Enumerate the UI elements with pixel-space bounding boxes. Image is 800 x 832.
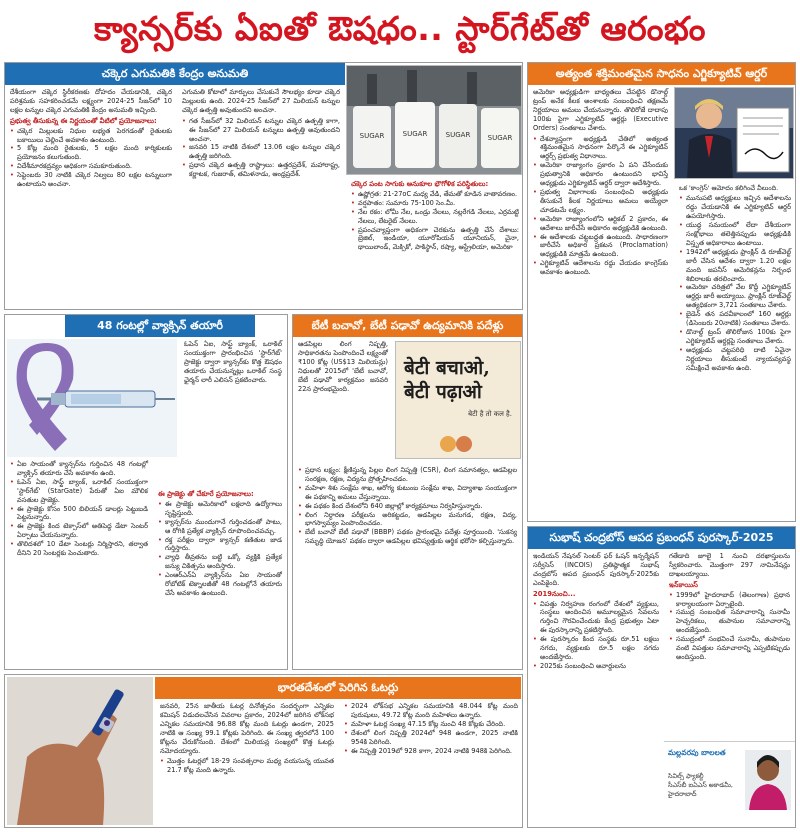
bullet-item: • ప్రధాన లక్ష్యం: క్షీణిస్తున్న పిల్లల లింగ నిష్పత్తి (CSR), లింగ సమానత్వం, ఆడపిల్లల సంరక్షణ, రక్షణ, విద్యను ప్రోత్సహించడం. [298,466,517,484]
bag-label: SUGAR [487,134,513,142]
sugar-col-3 [346,177,523,309]
bullet-item: • నేల రకం: లోమీ నేల, ఒండ్రు నేలలు, నల్లరేగడి నేలలు, ఎర్రమట్టి నేలలు, లేటరైట్ నేలలు. [351,208,519,226]
vaccine-section [4,314,288,670]
paragraph: జనవరి, 25న జాతీయ ఓటర్ల దినోత్సవం సందర్భంగా ఎన్నికల కమిషన్ విడుదలచేసిన వివరాల ప్రకారం, 2024లో జరిగిన లోక్‌సభ ఎన్నికల సమయానికి 96.88 కోట్ల మంది ఓటర్లు ఉండగా, 2025 నాటికి ఆ సంఖ్య 99.1 కోట్లకు పెరిగింది. ఈ సంఖ్య త్వరలోనే 100 కోట్లను చేరుకోనుంది. దేశంలో మిలియన్ల సంఖ్యలో కొత్త ఓటర్లు నమోదయ్యారు. [160,702,334,755]
executive-col-2 [674,181,796,521]
voting-finger-illustration [7,677,153,825]
syringe-ribbon-photo [7,339,177,457]
bullet-item: • 5 కోట్ల మంది రైతులకు, 5 లక్షల మంది కార్మికులకు ప్రయోజనం కలుగుతుంది. [10,144,172,162]
voters-col-2 [339,699,523,827]
voting-finger-photo [7,677,153,825]
bullet-item: • డొనాల్డ్ ట్రంప్ తొలిరోజున 100కు పైగా ఎగ్జిక్యూటివ్ ఆర్డర్లపై సంతకాలు చేశారు. [679,328,791,346]
bullet-item: • ఉష్ణోగ్రత: 21-27oC మధ్య వేడి, తేమతో కూడిన వాతావరణం. [351,190,519,199]
logo-line-2: बेटी पढ़ाओ [404,381,482,403]
paragraph: ఆడపిల్లల లింగ నిష్పత్తి, సాధికారతను పెంపొందించే లక్ష్యంతో ₹100 కోట్ల (US$13 మిలియన్లు) నిధులతో 2015లో 'బేటీ బచావో, బేటీ పఢావో' కార్యక్రమం జనవరి 22న ప్రారంభమైంది. [298,340,388,393]
sugar-export-section [4,62,523,310]
subheading: ఈ ప్రాజెక్టు తో చేకూరే ప్రయోజనాలు: [158,490,254,498]
bullet-item: • ఈ ప్రాజెక్టు కింద టెక్సాస్‌లో అతిపెద్ద డేటా సెంటర్ ఏర్పాటు చేయనున్నారు. [10,522,148,540]
bullet-item: • తొలిదశలో 10 డేటా సెంటర్లు నిర్మిస్తారని, తర్వాత దీనిని 20 సెంటర్లకు పెంచుతారు. [10,540,148,558]
section-title: సుభాష్ చంద్రబోస్ ఆపద ప్రబంధన్ పురస్కార్-2025 [528,527,795,549]
bullet-item: • సముద్ర సంబంధిత సమాచారాన్ని సునామీ హెచ్చరికలు, తుపానుల సమాచారాన్ని అందజేస్తుంది. [669,608,790,635]
bullet-item: • వ్యాధి తీవ్రతను బట్టి ఒక్కో వ్యక్తికి ప్రత్యేక జన్యు చికిత్సను అందిస్తారు. [158,553,282,571]
author-avatar [745,750,791,810]
bag-label: SUGAR [359,132,385,140]
bullet-item: • 2025కు సంబంధించి అవార్డులను [533,662,659,671]
bullet-item: • జనవరి 15 నాటికి దేశంలో 13.06 లక్షల టన్నుల చక్కెర ఉత్పత్తి జరిగింది. [182,143,340,161]
section-title: బేటీ బచావో, బేటీ పఢావో ఉద్యమానికి పదేళ్లు [293,315,522,337]
paragraph: ఓపెన్ ఏఐ, సాఫ్ట్ బ్యాంక్, ఒరాకిల్ సంయుక్తంగా ప్రారంభించిన 'స్టార్‌గేట్' ప్రాజెక్టు ద్వారా క్యాన్సర్‌కు కొత్త ఔషధం తయారు చేయనున్నట్లు ఒరాకిల్ సంస్థ ఛైర్మన్ లారీ ఎలిసన్ ప్రకటించారు. [184,340,282,384]
bullet-item: • దేశవ్యాప్తంగా అధ్యక్షుడి చేతిలో అత్యంత శక్తిమంతమైన సాధనంగా పేర్కొనే ఈ ఎగ్జిక్యూటివ్ ఆర్డర్స్ ప్రభుత్వ విధానాలు. [533,135,668,162]
bullet-item: • బేటీ బచావో బేటీ పఢావో (BBBP) పథకం ప్రారంభమై పదేళ్లు పూర్తయింది. 'సుకన్య సమృద్ధి యోజన' పథకం ద్వారా ఆడపిల్లల భవిష్యత్తుకు ఆర్థిక భరోసా కల్పిస్తున్నారు. [298,528,517,546]
vaccine-col-2 [153,487,287,669]
bullet-item: • సెప్టెంబరు 30 నాటికి చక్కెర నిల్వలు 80 లక్షల టన్నులుగా ఉంటాయని అంచనా. [10,171,172,189]
executive-order-section [527,62,796,522]
bullet-item: • ప్రపంచవ్యాప్తంగా అధికంగా చెరకును ఉత్పత్తి చేసే దేశాలు: బ్రెజిల్, ఇండియా, యూరోపియన్ యూనియన్, చైనా, థాయిలాండ్, మెక్సికో, పాకిస్థాన్, రష్యా, ఆస్ట్రేలియా, అమెరికా [351,226,519,253]
paragraph: దేశీయంగా చక్కెర స్థిరీకరణకు దోహదం చేయడానికి, చక్కెర పరిశ్రమకు సహకరించడమే లక్ష్యంగా 2024-25 సీజన్‌లో 10 లక్షల టన్నుల చక్కెర ఎగుమతికి కేంద్రం అనుమతి ఇచ్చింది. [10,88,172,114]
bullet-item: • అమెరికా చరిత్రలో వేల కొద్దీ ఎగ్జిక్యూటివ్ ఆర్డర్లు జారీ అయ్యాయి. ఫ్రాంక్లిన్ రూజ్‌వెల్ట్ అత్యధికంగా 3,721 సంతకాలు చేశారు. [679,283,791,310]
trump-illustration [675,88,794,179]
author-city: హైదరాబాద్ [668,790,697,798]
bullet-item: • మొత్తం ఓటర్లలో 18-29 సంవత్సరాల మధ్య వయసున్న యువత 21.7 కోట్ల మంది ఉన్నారు. [160,757,334,775]
subheading: చక్కెర పంట సాగుకు అనుకూల భౌగోళిక పరిస్థితులు: [351,180,489,188]
bullet-item: • ఓపెన్ ఏఐ, సాఫ్ట్ బ్యాంక్, ఒరాకిల్ సంయుక్తంగా 'స్టార్‌గేట్' (StarGate) పేరుతో ఏఐ మౌలిక వసతుల ప్రాజెక్టు. [10,478,148,505]
bullet-item: • ఈ ఆదేశాలకు చట్టబద్ధత ఉంటుంది. సాధారణంగా జారీచేసే అధికార ప్రకటన (Proclamation) అధ్యక్షుడికి మాత్రమే ఉంటుంది. [533,233,668,260]
subhash-col-1 [528,549,664,827]
bullet-item: • విపత్తు నిర్వహణ రంగంలో దేశంలో వ్యక్తులు, సంస్థలు అందించిన అమూల్యమైన సేవలను గుర్తించి గౌరవించేందుకు కేంద్ర ప్రభుత్వం ఏటా ఈ పురస్కారాన్ని ప్రకటిస్తోంది. [533,600,659,636]
bullet-item: • లింగ నిర్ధారణ పరీక్షలను అరికట్టడం, ఆడపిల్లల మనుగడ, రక్షణ, విద్య, భాగస్వామ్యం పెంపొందించడం. [298,511,517,529]
bullet-item: • 1942లో అధ్యక్షుడు ఫ్రాంక్లిన్ డి రూజ్‌వెల్ట్ జారీ చేసిన ఆదేశం ద్వారా 1.20 లక్షల మంది జపనీస్ అమెరికన్లను నిర్బంధ శిబిరాలకు తరలించారు. [679,248,791,284]
bullet-item: • క్యాన్సర్‌ను ముందుగానే గుర్తించడంతో పాటు, ఆ రోగికి ప్రత్యేక వ్యాక్సిన్ రూపొందించవచ్చు. [158,518,282,536]
author-byline [664,741,795,825]
bullet-item: • 2024 లోక్‌సభ ఎన్నికల సమయానికి 48.044 కోట్ల మంది పురుషులు, 49.72 కోట్ల మంది మహిళలు ఉన్నారు. [344,702,518,720]
bullet-item: • ఎంఆర్ఎన్ఏ వ్యాక్సిన్‌ను ఏఐ సాయంతో రోబోటిక్ టెక్నాలజీతో 48 గంటల్లోనే తయారు చేసే అవకాశం ఉంటుంది. [158,571,282,598]
author-title: సివిల్స్ ఫ్యాకల్టీ [668,772,704,780]
bullet-item: • మునుపటి అధ్యక్షులు ఇచ్చిన ఆదేశాలను రద్దు చేయడానికి ఈ ఎగ్జిక్యూటివ్ ఆర్డర్ ఉపయోగిస్తారు. [679,194,791,221]
executive-col-1 [528,85,673,521]
bag-label: SUGAR [445,131,471,139]
bullet-item: • దేశంలో లింగ నిష్పత్తి 2024లో 948 ఉండగా, 2025 నాటికి 954కి పెరిగింది. [344,729,518,747]
bullet-item: • ఈ పథకం కింద దేశంలోని 640 జిల్లాల్లో కార్యక్రమాలు నిర్వహిస్తున్నారు. [298,502,517,511]
bullet-item: • యుద్ధ సమయంలో లేదా దేశీయంగా సంక్షోభాలు తలెత్తినప్పుడు అధ్యక్షుడికి విస్తృత అధికారాలు ఉంటాయి. [679,221,791,248]
section-title: భారతదేశంలో పెరిగిన ఓటర్లు [155,677,521,699]
author-org: సీఎస్‌బీ ఐఏఎస్ అకాడమీ, [668,781,733,789]
subhash-col-2 [664,549,795,735]
bullet-item: • ఏఐ సాయంతో క్యాన్సర్‌ను గుర్తించిన 48 గంటల్లో వ్యాక్సిన్ తయారు చేసే అవకాశం ఉంది. [10,460,148,478]
page-headline: క్యాన్సర్‌కు ఏఐతో ఔషధం.. స్టార్‌గేట్‌తో ఆరంభం [94,9,706,48]
bullet-item: • ప్రధాన చక్కెర ఉత్పత్తి రాష్ట్రాలు: ఉత్తరప్రదేశ్, మహారాష్ట్ర, కర్ణాటక, గుజరాత్, తమిళనాడు, ఆంధ్రప్రదేశ్. [182,161,340,179]
logo-line-1: बेटी बचाओ, [404,357,490,379]
vaccine-col-1 [5,457,153,669]
voters-col-1 [155,699,339,827]
bullet-item: • గత సీజన్‌లో 32 మిలియన్ టన్నుల చక్కెర ఉత్పత్తి కాగా, ఈ సీజన్‌లో 27 మిలియన్ టన్నులు ఉత్పత్తి అవుతుందని అంచనా. [182,117,340,144]
bag-label: SUGAR [402,130,428,138]
sugar-col-1 [5,85,177,309]
bullet-item: • మహిళా శిశు సంక్షేమ శాఖ, ఆరోగ్య కుటుంబ సంక్షేమ శాఖ, విద్యాశాఖ సంయుక్తంగా ఈ పథకాన్ని అమలు చేస్తున్నాయి. [298,484,517,502]
section-title: 48 గంటల్లో వ్యాక్సిన్ తయారీ [65,315,255,337]
subheading: ప్రభుత్వ తీసుకున్న ఈ నిర్ణయంతో వీటిలో ప్రయోజనాలు: [10,116,157,125]
author-name: మల్లవరపు బాలలత [668,748,726,757]
bullet-item: • అధ్యక్షుడు చట్టపరిధి దాటి ఏవైనా నిర్ణయాలు తీసుకుంటే న్యాయవ్యవస్థ సమీక్షించే అవకాశం ఉంది. [679,346,791,373]
vaccine-col-1a [179,337,287,487]
sugar-bags-photo [346,65,522,175]
bullet-item: • ఈ ప్రాజెక్టు అమెరికాలో లక్షలాది ఉద్యోగాలు సృష్టిస్తుంది. [158,500,282,518]
subheading: ఇన్‌కాయిస్ [669,580,698,589]
photo-caption: ఒక 'కాంగ్రెస్' ఆమోదం కలిగించే వీలుంది. [679,184,779,192]
bullet-item: • విదేశీమారకద్రవ్యం అధికంగా సమకూరుతుంది. [10,162,172,171]
paragraph: ఇండియన్ నేషనల్ సెంటర్ ఫర్ ఓషన్ ఇన్ఫర్మేషన్ సర్వీసెస్ (INCOIS) ప్రతిష్ఠాత్మక సుభాష్ చంద్రబోస్ ఆపద ప్రబంధన్ పురస్కార్-2025కు ఎంపికైంది. [533,552,659,587]
voters-section [4,674,523,828]
bullet-item: • సముద్రంలో సంభవించే సునామీ, తుపానుల వంటి విపత్తుల సమాచారాన్ని ఎప్పటికప్పుడు అందిస్తుంది. [669,635,790,662]
trump-signing-photo [674,87,794,179]
beti-items [293,463,522,669]
paragraph: గతేడాది జూలై 1 నుంచి దరఖాస్తులను స్వీకరించారు. మొత్తంగా 297 నామినేషన్లు దాఖలయ్యాయి. [669,552,790,578]
bullet-item: • రక్త పరీక్షల ద్వారా క్యాన్సర్ కణితుల జాడ గుర్తిస్తారు. [158,536,282,554]
beti-bachao-section [292,314,523,670]
beti-bachao-logo [395,341,521,459]
bullet-item: • వర్షపాతం: సుమారు 75-100 సెం.మీ. [351,199,519,208]
bullet-item: • 1999లో హైదరాబాద్ (తెలంగాణ) ప్రధాన కార్యాలయంగా ఏర్పాటైంది. [669,591,790,609]
subhash-award-section [527,526,796,828]
bullet-item: • ఈ పురస్కారం కింద సంస్థకు రూ.51 లక్షలు నగదు, వ్యక్తులకు రూ.5 లక్షల నగదు అందజేస్తారు. [533,635,659,662]
section-title: అత్యంత శక్తిమంతమైన సాధనం ఎగ్జిక్యూటివ్ ఆర్డర్ [528,63,795,85]
subheading: 2019నుంచి... [533,589,576,598]
bullet-item: • అమెరికా రాజ్యాంగం ప్రకారం ఏ పని చేసేందుకు ప్రభుత్వానికి అధికారం ఉంటుందని భావిస్తే అధ్యక్షుడు ఎగ్జిక్యూటివ్ ఆర్డర్ ద్వారా ఆదేశిస్తారు. [533,161,668,188]
bullet-item: • బైడెన్ తన పదవీకాలంలో 160 ఆర్డర్లు (డిసెంబరు 20నాటికి) సంతకాలు చేశారు. [679,310,791,328]
sugar-bags-illustration [347,66,522,175]
section-title: చక్కెర ఎగుమతికి కేంద్రం అనుమతి [5,63,345,85]
children-icon [436,434,476,456]
paragraph: ఎగుమతి కోటాలో మార్పులు చేసుకునే సౌలభ్యం కూడా చక్కెర మిల్లులకు ఉంది. 2024-25 సీజన్‌లో 27 మిలియన్ టన్నుల చక్కెర ఉత్పత్తి అవుతుందని అంచనా. [182,88,340,114]
bullet-item: • ఈ ప్రాజెక్టు కోసం 500 బిలియన్ డాలర్లు పెట్టుబడి పెట్టనున్నారు. [10,505,148,523]
paragraph: అమెరికా అధ్యక్షుడిగా బాధ్యతలు చేపట్టిన డొనాల్డ్ ట్రంప్ అనేక కీలక అంశాలకు సంబంధించి తక్షణమే నిర్ణయాలు అమలు చేయనున్నారు. తొలిరోజే దాదాపు 100కు పైగా ఎగ్జిక్యూటివ్ ఆర్డర్లు (Executive Orders) సంతకాలు చేశారు. [533,88,668,132]
syringe-illustration [7,339,177,457]
bullet-item: • అమెరికా రాజ్యాంగంలోని ఆర్టికల్ 2 ప్రకారం, ఈ ఆదేశాలు జారీచేసే అధికారం అధ్యక్షుడికి ఉంటుంది. [533,215,668,233]
logo-tagline: बेटी है तो कल है. [468,410,512,418]
sugar-col-2 [177,85,345,309]
bullet-item: • చక్కెర మిల్లులకు నిధుల లభ్యత పెరగడంతో రైతులకు బకాయిలు చెల్లించే అవకాశం ఉంటుంది. [10,127,172,145]
bullet-item: • ప్రభుత్వ విభాగాలకు సంబంధించి అధ్యక్షుడు తీసుకునే కీలక నిర్ణయాలు అమలు అయ్యేలా చూడటమే లక్ష్యం. [533,188,668,215]
bullet-item: • మహిళా ఓటర్ల సంఖ్య 47.15 కోట్ల నుంచి 48 కోట్లకు చేరింది. [344,720,518,729]
bullet-item: • ఈ నిష్పత్తి 2019లో 928 కాగా, 2024 నాటికి 948కి పెరిగింది. [344,747,518,756]
bullet-item: • ఎగ్జిక్యూటివ్ ఆదేశాలను రద్దు చేయడం కాంగ్రెస్‌కు అవకాశం ఉంటుంది. [533,259,668,277]
